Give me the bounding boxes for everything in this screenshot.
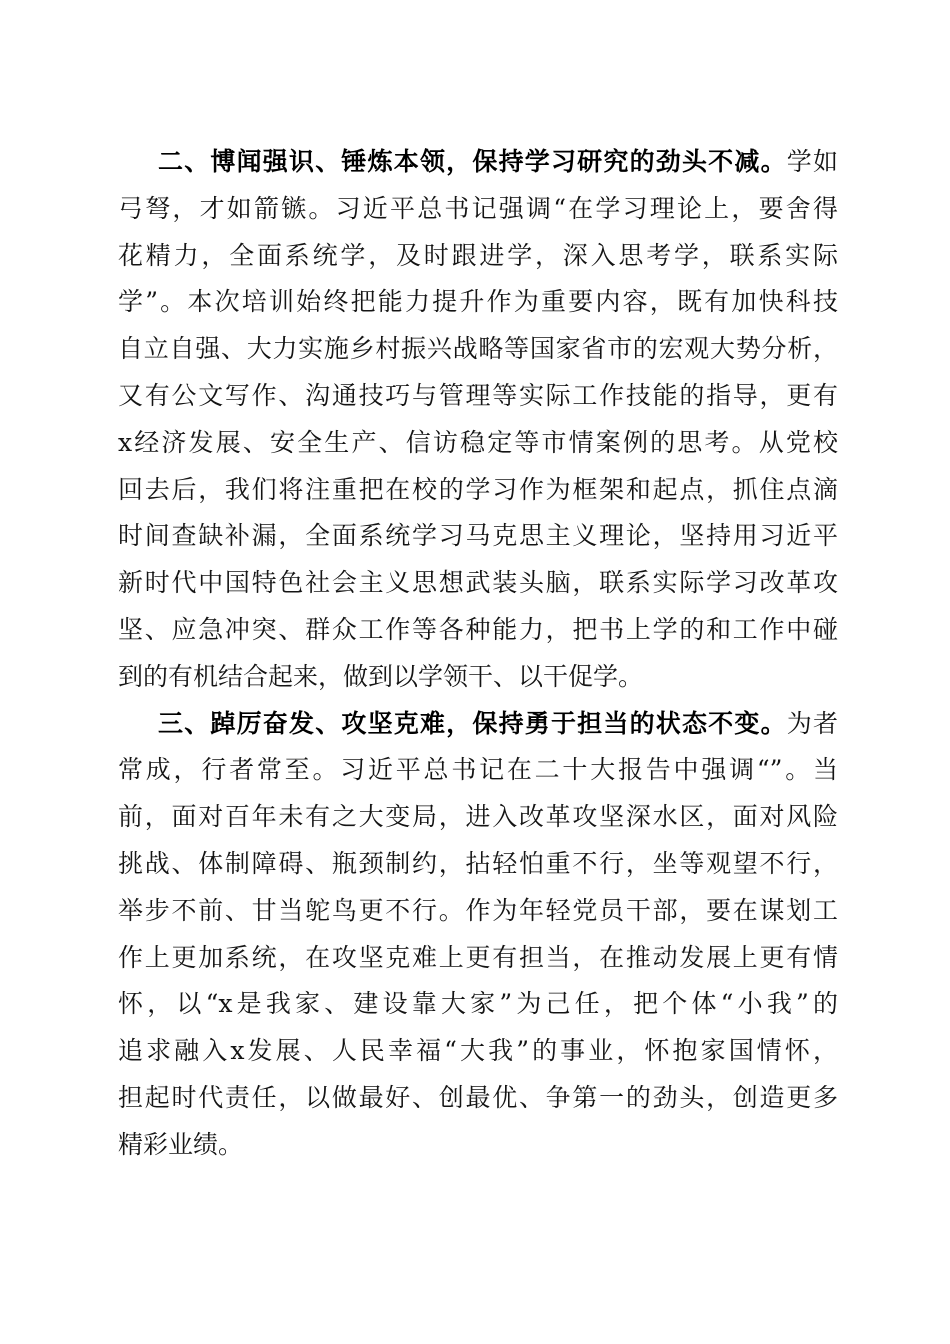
- paragraph-3: [118, 701, 838, 1169]
- paragraph-line: 学”。本次培训始终把能力提升作为重要内容，既有加快科技: [118, 287, 838, 317]
- paragraph-line: 坚、应急冲突、群众工作等各种能力，把书上学的和工作中碰: [118, 614, 838, 644]
- paragraph-line: 新时代中国特色社会主义思想武装头脑，联系实际学习改革攻: [118, 568, 838, 598]
- paragraph-2: [118, 139, 838, 701]
- paragraph-line: 举步不前、甘当鸵鸟更不行。作为年轻党员干部，要在谋划工: [118, 895, 838, 925]
- paragraph-line: [118, 139, 838, 186]
- paragraph-line: 花精力，全面系统学，及时跟进学，深入思考学，联系实际: [118, 240, 838, 270]
- paragraph-line: 到的有机结合起来，做到以学领干、以干促学。: [118, 661, 644, 691]
- paragraph-line: 常成，行者常至。习近平总书记在二十大报告中强调“”。当: [118, 755, 838, 785]
- paragraph-line: 怀，以“x是我家、建设靠大家”为己任，把个体“小我”的: [118, 989, 838, 1019]
- paragraph-line: 追求融入x发展、人民幸福“大我”的事业，怀抱家国情怀，: [118, 1036, 838, 1066]
- paragraph-line: 自立自强、大力实施乡村振兴战略等国家省市的宏观大势分析，: [118, 334, 838, 364]
- paragraph-line: 又有公文写作、沟通技巧与管理等实际工作技能的指导，更有: [118, 380, 838, 410]
- paragraph-line: 担起时代责任，以做最好、创最优、争第一的劲头，创造更多: [118, 1082, 838, 1112]
- paragraph-line: 前，面对百年未有之大变局，进入改革攻坚深水区，面对风险: [118, 802, 838, 832]
- paragraph-heading: 二、博闻强识、锤炼本领，保持学习研究的劲头不减。: [158, 147, 787, 176]
- paragraph-text: 学如: [786, 147, 838, 176]
- paragraph-line: 挑战、体制障碍、瓶颈制约，拈轻怕重不行，坐等观望不行，: [118, 848, 838, 878]
- paragraph-line: 精彩业绩。: [118, 1129, 244, 1159]
- paragraph-line: 时间查缺补漏，全面系统学习马克思主义理论，坚持用习近平: [118, 521, 838, 551]
- paragraph-line: 回去后，我们将注重把在校的学习作为框架和起点，抓住点滴: [118, 474, 838, 504]
- document-body: [118, 139, 838, 1169]
- paragraph-line: 弓弩，才如箭镞。习近平总书记强调“在学习理论上，要舍得: [118, 193, 838, 223]
- paragraph-heading: 三、踔厉奋发、攻坚克难，保持勇于担当的状态不变。: [158, 708, 787, 738]
- paragraph-line: 作上更加系统，在攻坚克难上更有担当，在推动发展上更有情: [118, 942, 838, 972]
- paragraph-line: [118, 701, 838, 748]
- paragraph-text: 为者: [786, 708, 838, 738]
- paragraph-line: x经济发展、安全生产、信访稳定等市情案例的思考。从党校: [118, 427, 838, 457]
